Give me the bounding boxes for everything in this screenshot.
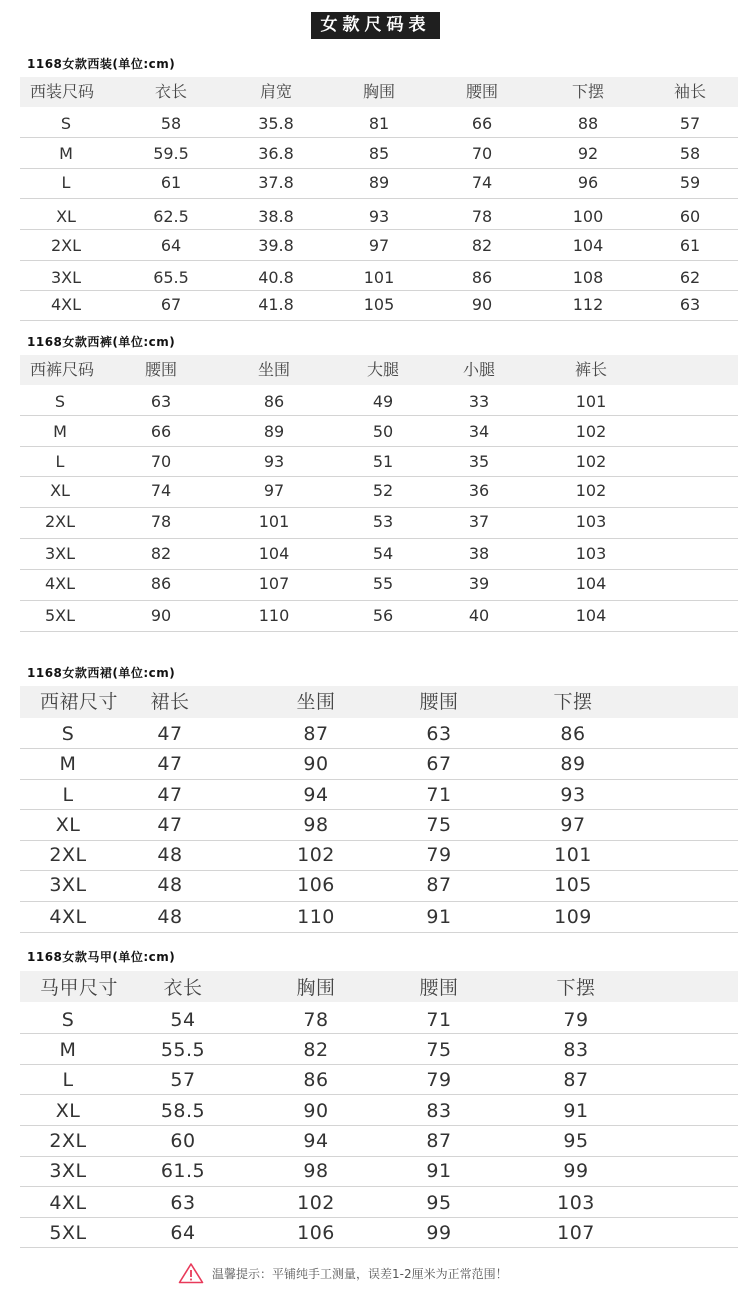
- table-cell: 110: [258, 606, 290, 625]
- size-label: XL: [50, 481, 70, 500]
- table-cell: 90: [471, 295, 493, 314]
- footer-note: [178, 1260, 508, 1286]
- table-cell: 59.5: [153, 144, 189, 163]
- table-cell: 51: [372, 452, 394, 471]
- table-cell: 53: [372, 512, 394, 531]
- table-cell: 36.8: [258, 144, 294, 163]
- table-cell: 86: [150, 574, 172, 593]
- row-divider: [20, 137, 738, 138]
- size-label: 4XL: [50, 295, 82, 314]
- size-label: XL: [55, 814, 81, 836]
- table-cell: 104: [575, 606, 607, 625]
- table-cell: 83: [426, 1100, 452, 1122]
- table-cell: 58: [679, 144, 701, 163]
- size-label: L: [61, 173, 71, 192]
- table-cell: 103: [575, 544, 607, 563]
- header-cell: 裙长: [150, 691, 190, 713]
- table-cell: 95: [426, 1192, 452, 1214]
- header-cell: 马甲尺寸: [40, 977, 119, 999]
- table-cell: 38: [468, 544, 490, 563]
- row-divider: [20, 748, 738, 749]
- table-cell: 106: [297, 874, 335, 896]
- table-cell: 95: [563, 1130, 589, 1152]
- table-cell: 38.8: [258, 207, 294, 226]
- row-divider: [20, 569, 738, 570]
- table-cell: 107: [258, 574, 290, 593]
- table-cell: 57: [679, 114, 701, 133]
- row-divider: [20, 168, 738, 169]
- table-cell: 94: [303, 1130, 329, 1152]
- row-divider: [20, 507, 738, 508]
- size-label: M: [53, 422, 67, 441]
- header-cell: 衣长: [154, 82, 188, 101]
- header-cell: 腰围: [465, 82, 499, 101]
- table-cell: 55.5: [160, 1039, 206, 1061]
- size-label: XL: [55, 1100, 81, 1122]
- table-cell: 66: [150, 422, 172, 441]
- table-cell: 59: [679, 173, 701, 192]
- table-cell: 39.8: [258, 236, 294, 255]
- table-cell: 112: [572, 295, 604, 314]
- row-divider: [20, 901, 738, 902]
- table-cell: 60: [679, 207, 701, 226]
- table-cell: 62.5: [153, 207, 189, 226]
- table-cell: 35: [468, 452, 490, 471]
- header-cell: 西裙尺寸: [40, 691, 119, 713]
- table-cell: 81: [368, 114, 390, 133]
- table-cell: 65.5: [153, 268, 189, 287]
- table-cell: 61: [679, 236, 701, 255]
- size-label: S: [54, 392, 66, 411]
- header-cell: 袖长: [673, 82, 707, 101]
- row-divider: [20, 870, 738, 871]
- table-cell: 82: [471, 236, 493, 255]
- table-cell: 86: [560, 723, 586, 745]
- table-cell: 96: [577, 173, 599, 192]
- table-cell: 91: [426, 906, 452, 928]
- header-cell: 下摆: [553, 691, 593, 713]
- table-cell: 48: [157, 874, 183, 896]
- table-header: [20, 686, 738, 718]
- size-label: S: [61, 1009, 75, 1031]
- table-cell: 40.8: [258, 268, 294, 287]
- table-cell: 52: [372, 481, 394, 500]
- table-cell: 107: [557, 1222, 595, 1244]
- size-label: 3XL: [44, 544, 76, 563]
- table-cell: 54: [170, 1009, 196, 1031]
- row-divider: [20, 538, 738, 539]
- header-cell: 胸围: [362, 82, 396, 101]
- table-cell: 102: [575, 481, 607, 500]
- header-cell: 衣长: [163, 977, 203, 999]
- table-cell: 100: [572, 207, 604, 226]
- table-cell: 87: [303, 723, 329, 745]
- header-cell: 西裤尺码: [30, 360, 95, 379]
- header-cell: 西装尺码: [30, 82, 95, 101]
- table-cell: 98: [303, 814, 329, 836]
- size-label: S: [61, 723, 75, 745]
- table-cell: 63: [426, 723, 452, 745]
- table-cell: 40: [468, 606, 490, 625]
- table-cell: 39: [468, 574, 490, 593]
- table-cell: 71: [426, 1009, 452, 1031]
- row-divider: [20, 476, 738, 477]
- table-cell: 104: [575, 574, 607, 593]
- table-cell: 105: [363, 295, 395, 314]
- header-cell: 坐围: [257, 360, 291, 379]
- header-cell: 肩宽: [259, 82, 293, 101]
- table-cell: 58: [160, 114, 182, 133]
- section-title: 1168女款西装(单位:cm): [27, 57, 176, 71]
- table-cell: 102: [575, 452, 607, 471]
- table-cell: 87: [426, 874, 452, 896]
- table-cell: 56: [372, 606, 394, 625]
- table-cell: 74: [150, 481, 172, 500]
- table-cell: 97: [560, 814, 586, 836]
- table-cell: 79: [563, 1009, 589, 1031]
- table-cell: 102: [575, 422, 607, 441]
- size-label: M: [59, 753, 77, 775]
- table-cell: 91: [563, 1100, 589, 1122]
- table-cell: 70: [471, 144, 493, 163]
- size-label: 2XL: [49, 844, 87, 866]
- table-cell: 94: [303, 784, 329, 806]
- table-cell: 78: [150, 512, 172, 531]
- size-label: XL: [56, 207, 76, 226]
- header-cell: 下摆: [556, 977, 596, 999]
- table-cell: 101: [363, 268, 395, 287]
- table-cell: 78: [303, 1009, 329, 1031]
- table-cell: 64: [160, 236, 182, 255]
- row-divider: [20, 1186, 738, 1187]
- table-cell: 74: [471, 173, 493, 192]
- size-label: 3XL: [49, 874, 87, 896]
- table-cell: 82: [150, 544, 172, 563]
- header-cell: 小腿: [462, 360, 496, 379]
- table-cell: 110: [297, 906, 335, 928]
- row-divider: [20, 1125, 738, 1126]
- table-cell: 70: [150, 452, 172, 471]
- table-cell: 37.8: [258, 173, 294, 192]
- table-cell: 101: [258, 512, 290, 531]
- row-divider: [20, 320, 738, 321]
- table-cell: 33: [468, 392, 490, 411]
- size-label: L: [55, 452, 65, 471]
- table-cell: 75: [426, 814, 452, 836]
- row-divider: [20, 1217, 738, 1218]
- table-cell: 67: [160, 295, 182, 314]
- table-cell: 93: [560, 784, 586, 806]
- table-cell: 86: [263, 392, 285, 411]
- size-label: M: [59, 144, 73, 163]
- table-cell: 34: [468, 422, 490, 441]
- size-label: S: [60, 114, 72, 133]
- table-cell: 108: [572, 268, 604, 287]
- table-cell: 102: [297, 1192, 335, 1214]
- row-divider: [20, 1247, 738, 1248]
- row-divider: [20, 198, 738, 199]
- table-cell: 87: [426, 1130, 452, 1152]
- row-divider: [20, 1033, 738, 1034]
- table-cell: 62: [679, 268, 701, 287]
- size-label: 4XL: [44, 574, 76, 593]
- row-divider: [20, 840, 738, 841]
- row-divider: [20, 631, 738, 632]
- table-cell: 36: [468, 481, 490, 500]
- table-cell: 85: [368, 144, 390, 163]
- table-cell: 58.5: [160, 1100, 206, 1122]
- header-cell: 裤长: [574, 360, 608, 379]
- table-cell: 90: [303, 1100, 329, 1122]
- table-header: [20, 971, 738, 1002]
- table-cell: 37: [468, 512, 490, 531]
- section-title: 1168女款西裙(单位:cm): [27, 666, 176, 680]
- table-cell: 89: [263, 422, 285, 441]
- section-title: 1168女款马甲(单位:cm): [27, 950, 176, 964]
- section-title: 1168女款西裤(单位:cm): [27, 335, 176, 349]
- table-cell: 35.8: [258, 114, 294, 133]
- row-divider: [20, 260, 738, 261]
- table-cell: 104: [258, 544, 290, 563]
- row-divider: [20, 446, 738, 447]
- table-cell: 64: [170, 1222, 196, 1244]
- table-cell: 61: [160, 173, 182, 192]
- table-cell: 98: [303, 1160, 329, 1182]
- table-cell: 49: [372, 392, 394, 411]
- table-cell: 83: [563, 1039, 589, 1061]
- table-cell: 104: [572, 236, 604, 255]
- row-divider: [20, 932, 738, 933]
- table-cell: 103: [575, 512, 607, 531]
- table-cell: 47: [157, 784, 183, 806]
- table-cell: 67: [426, 753, 452, 775]
- table-cell: 99: [426, 1222, 452, 1244]
- header-cell: 腰围: [419, 691, 459, 713]
- size-label: 2XL: [50, 236, 82, 255]
- table-cell: 55: [372, 574, 394, 593]
- table-cell: 57: [170, 1069, 196, 1091]
- table-cell: 90: [303, 753, 329, 775]
- table-cell: 101: [554, 844, 592, 866]
- table-cell: 82: [303, 1039, 329, 1061]
- row-divider: [20, 415, 738, 416]
- header-cell: 胸围: [296, 977, 336, 999]
- table-cell: 61.5: [160, 1160, 206, 1182]
- table-cell: 105: [554, 874, 592, 896]
- table-cell: 87: [563, 1069, 589, 1091]
- header-cell: 大腿: [366, 360, 400, 379]
- table-cell: 89: [560, 753, 586, 775]
- table-cell: 75: [426, 1039, 452, 1061]
- table-cell: 79: [426, 1069, 452, 1091]
- table-cell: 99: [563, 1160, 589, 1182]
- table-cell: 63: [150, 392, 172, 411]
- row-divider: [20, 1094, 738, 1095]
- size-label: L: [62, 1069, 74, 1091]
- table-cell: 41.8: [258, 295, 294, 314]
- size-label: 5XL: [44, 606, 76, 625]
- table-cell: 47: [157, 723, 183, 745]
- size-label: 4XL: [49, 906, 87, 928]
- row-divider: [20, 1064, 738, 1065]
- table-cell: 86: [303, 1069, 329, 1091]
- size-label: 2XL: [44, 512, 76, 531]
- size-label: M: [59, 1039, 77, 1061]
- size-label: 3XL: [49, 1160, 87, 1182]
- table-cell: 50: [372, 422, 394, 441]
- table-cell: 93: [368, 207, 390, 226]
- table-cell: 90: [150, 606, 172, 625]
- row-divider: [20, 779, 738, 780]
- size-label: 5XL: [49, 1222, 87, 1244]
- table-cell: 79: [426, 844, 452, 866]
- table-cell: 54: [372, 544, 394, 563]
- table-cell: 101: [575, 392, 607, 411]
- table-cell: 103: [557, 1192, 595, 1214]
- row-divider: [20, 229, 738, 230]
- table-cell: 109: [554, 906, 592, 928]
- header-cell: 腰围: [419, 977, 459, 999]
- table-cell: 71: [426, 784, 452, 806]
- table-cell: 48: [157, 844, 183, 866]
- table-cell: 66: [471, 114, 493, 133]
- table-cell: 63: [679, 295, 701, 314]
- table-cell: 48: [157, 906, 183, 928]
- table-cell: 47: [157, 814, 183, 836]
- table-cell: 91: [426, 1160, 452, 1182]
- header-cell: 下摆: [571, 82, 605, 101]
- table-cell: 92: [577, 144, 599, 163]
- row-divider: [20, 1156, 738, 1157]
- size-label: 3XL: [50, 268, 82, 287]
- row-divider: [20, 809, 738, 810]
- table-cell: 106: [297, 1222, 335, 1244]
- size-label: 4XL: [49, 1192, 87, 1214]
- table-cell: 88: [577, 114, 599, 133]
- table-cell: 93: [263, 452, 285, 471]
- table-cell: 102: [297, 844, 335, 866]
- table-cell: 89: [368, 173, 390, 192]
- header-cell: 腰围: [144, 360, 178, 379]
- footer-text: 温馨提示：平铺纯手工测量，误差1-2厘米为正常范围！: [212, 1266, 508, 1281]
- row-divider: [20, 600, 738, 601]
- header-cell: 坐围: [296, 691, 336, 713]
- table-cell: 47: [157, 753, 183, 775]
- size-label: 2XL: [49, 1130, 87, 1152]
- warning-icon: [178, 1262, 204, 1284]
- table-cell: 63: [170, 1192, 196, 1214]
- table-cell: 78: [471, 207, 493, 226]
- table-cell: 86: [471, 268, 493, 287]
- page-title: 女款尺码表: [311, 12, 440, 39]
- table-cell: 97: [368, 236, 390, 255]
- row-divider: [20, 290, 738, 291]
- size-label: L: [62, 784, 74, 806]
- table-cell: 97: [263, 481, 285, 500]
- table-cell: 60: [170, 1130, 196, 1152]
